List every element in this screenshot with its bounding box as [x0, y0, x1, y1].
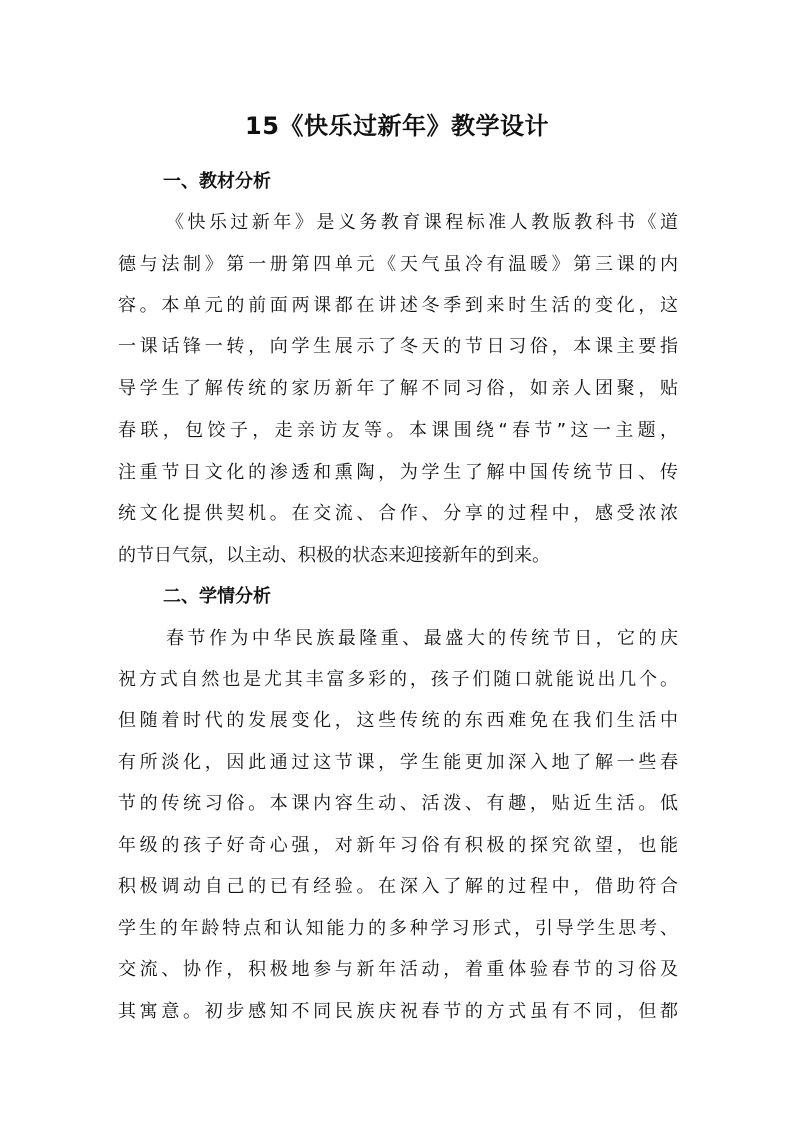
paragraph-line: 春联，包饺子，走亲访友等。本课围绕“春节”这一主题， [118, 420, 678, 441]
paragraph-line: 德与法制》第一册第四单元《天气虽冷有温暖》第三课的内 [118, 254, 678, 275]
section-heading: 一、教材分析 [163, 171, 271, 192]
paragraph-line: 的节日气氛，以主动、积极的状态来迎接新年的到来。 [118, 545, 550, 566]
paragraph-line: 祝方式自然也是尤其丰富多彩的，孩子们随口就能说出几个。 [118, 669, 678, 690]
page-title: 15《快乐过新年》教学设计 [245, 112, 549, 140]
section-heading: 二、学情分析 [163, 586, 271, 607]
paragraph-line: 统文化提供契机。在交流、合作、分享的过程中，感受浓浓 [118, 503, 678, 524]
paragraph-line: 学生的年龄特点和认知能力的多种学习形式，引导学生思考、 [118, 918, 678, 939]
paragraph-line: 年级的孩子好奇心强，对新年习俗有积极的探究欲望，也能 [118, 835, 678, 856]
paragraph-line: 节的传统习俗。本课内容生动、活泼、有趣，贴近生活。低 [118, 793, 678, 814]
paragraph-line: 交流、协作，积极地参与新年活动，着重体验春节的习俗及 [118, 959, 678, 980]
paragraph-line: 其寓意。初步感知不同民族庆祝春节的方式虽有不同，但都 [118, 1001, 678, 1022]
paragraph-line: 《快乐过新年》是义务教育课程标准人教版教科书《道 [166, 212, 678, 233]
paragraph-line: 积极调动自己的已有经验。在深入了解的过程中，借助符合 [118, 876, 678, 897]
paragraph-line: 注重节日文化的渗透和熏陶，为学生了解中国传统节日、传 [118, 462, 678, 483]
paragraph-line: 一课话锋一转，向学生展示了冬天的节日习俗，本课主要指 [118, 336, 678, 357]
paragraph-line: 但随着时代的发展变化，这些传统的东西难免在我们生活中 [118, 710, 678, 731]
paragraph-line: 春节作为中华民族最隆重、最盛大的传统节日，它的庆 [166, 628, 678, 649]
paragraph-line: 容。本单元的前面两课都在讲述冬季到来时生活的变化，这 [118, 295, 678, 316]
paragraph-line: 有所淡化，因此通过这节课，学生能更加深入地了解一些春 [118, 752, 678, 773]
paragraph-line: 导学生了解传统的家历新年了解不同习俗，如亲人团聚，贴 [118, 378, 678, 399]
